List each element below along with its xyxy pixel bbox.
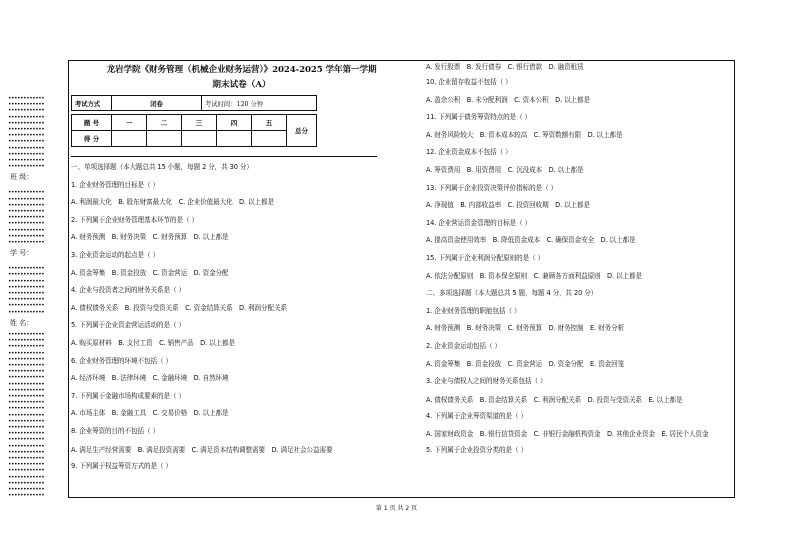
question-line: 2. 企业资金运动包括（ ） [426, 341, 502, 350]
question-number-label: 题 号 [72, 115, 112, 131]
exam-time: 考试时间：120 分钟 [202, 96, 317, 111]
exam-info-table [71, 95, 317, 111]
question-line: 10. 企业留存收益不包括（ ） [426, 78, 512, 86]
question-line: 一、单项选择题（本大题总共 15 小题，每题 2 分，共 30 分） [71, 163, 253, 171]
question-line: A. 盈余公积 B. 未分配利润 C. 资本公积 D. 以上都是 [426, 95, 591, 104]
student-id-label: 学 号： [10, 249, 34, 258]
question-line: A. 利润最大化 B. 股东财富最大化 C. 企业价值最大化 D. 以上都是 [71, 198, 275, 207]
binding-dots-bottom: •••••••••••• •••••••••••• •••••••••••• •••••••••••• •••••••••••• •••••••••••• •••••••••••• •••••••••••• •••••••••••• •••••••••••• •••••••••••• •••••••••••• •••••••••••• •••••••••••• •••••••••••• •••••••••••• •••••••••••• •••••••••••• •••••••••••• •••••••••••• •••••••••••• •••••••••••• •••••••••••• •••••••••••• •••••••••••• •••••••••••• •••••••••••• [8, 331, 45, 500]
question-line: 6. 企业财务管理的环境不包括（ ） [71, 356, 172, 365]
score-cell-5[interactable] [252, 131, 287, 147]
question-line: 7. 下列属于金融市场构成要素的是（ ） [71, 391, 185, 400]
question-line: A. 提高资金使用效率 B. 降低资金成本 C. 确保资金安全 D. 以上都是 [426, 236, 636, 245]
question-line: 4. 企业与投资者之间的财务关系是（ ） [71, 286, 185, 295]
question-line: 15. 下列属于企业利润分配原则的是（ ） [426, 253, 545, 262]
question-line: A. 筹资费用 B. 用资费用 C. 沉没成本 D. 以上都是 [426, 165, 584, 174]
question-line: A. 财务预测 B. 财务决策 C. 财务预算 D. 以上都是 [71, 233, 229, 242]
question-line: A. 购买原材料 B. 支付工资 C. 销售产品 D. 以上都是 [71, 338, 236, 347]
exam-title: 龙岩学院《财务管理（机械企业财务运营）》2024-2025 学年第一学期 [106, 65, 377, 75]
score-cell-2[interactable] [147, 131, 182, 147]
page-footer: 第 1 页 共 2 页 [375, 505, 418, 512]
score-col-1: 一 [112, 115, 147, 131]
question-line: A. 财务风险较大 B. 资本成本较高 C. 筹资数额有限 D. 以上都是 [426, 130, 623, 139]
question-line: 11. 下列属于债务筹资特点的是（ ） [426, 113, 532, 122]
question-line: 2. 下列属于企业财务管理基本环节的是（ ） [71, 215, 198, 224]
question-line: A. 资金筹集 B. 资金投放 C. 资金营运 D. 资金分配 E. 资金回笼 [426, 359, 625, 368]
question-line: 1. 企业财务管理的目标是（ ） [71, 180, 160, 189]
question-line: 3. 企业与债权人之间的财务关系包括（ ） [426, 377, 547, 386]
question-line: 5. 下列属于企业资金营运活动的是（ ） [71, 321, 185, 330]
question-line: 9. 下列属于权益筹资方式的是（ ） [71, 461, 172, 470]
question-line: A. 发行股票 B. 发行债券 C. 银行借款 D. 融资租赁 [426, 63, 584, 71]
question-line: 12. 企业资金成本不包括（ ） [426, 148, 512, 157]
score-table [71, 114, 317, 147]
question-line: A. 净现值 B. 内部收益率 C. 投资回收期 D. 以上都是 [426, 201, 591, 210]
score-cell-1[interactable] [112, 131, 147, 147]
left-column [69, 61, 414, 497]
score-label: 得 分 [72, 131, 112, 147]
question-line: 4. 下列属于企业筹资渠道的是（ ） [426, 411, 527, 420]
right-column [424, 61, 734, 497]
score-cell-4[interactable] [217, 131, 252, 147]
binding-dots-mid1: •••••••••••• •••••••••••• •••••••••••• •••••••••••• •••••••••••• •••••••••••• •••••••••••• •••••••••••• •••••••••••• [8, 190, 45, 247]
binding-dots-top: •••••••••••• •••••••••••• •••••••••••• •••••••••••• •••••••••••• •••••••••••• •••••••••••• •••••••••••• •••••••••••• •••••••••••• •••••••••••• •••••••••••• [8, 96, 45, 171]
exam-sheet [68, 60, 735, 498]
question-line: A. 市场主体 B. 金融工具 C. 交易价格 D. 以上都是 [71, 409, 229, 418]
score-col-4: 四 [217, 115, 252, 131]
left-questions [69, 159, 414, 475]
question-line: 二、多项选择题（本大题总共 5 题，每题 4 分，共 20 分） [426, 289, 598, 298]
binding-dots-mid2: •••••••••••• •••••••••••• •••••••••••• •••••••••••• •••••••••••• •••••••••••• •••••••••••• •••••••••••• [8, 266, 45, 316]
exam-method-value: 闭卷 [112, 96, 202, 111]
binding-margin [8, 96, 58, 516]
score-cell-3[interactable] [182, 131, 217, 147]
question-line: A. 债权债务关系 B. 投资与受资关系 C. 资金结算关系 D. 利润分配关系 [71, 303, 287, 312]
question-line: 1. 企业财务管理的职能包括（ ） [426, 306, 521, 315]
class-label: 班 级： [10, 173, 34, 182]
question-line: A. 财务预测 B. 财务决策 C. 财务预算 D. 财务控制 E. 财务分析 [426, 324, 625, 333]
question-line: 13. 下列属于企业投资决策评价指标的是（ ） [426, 183, 558, 192]
score-col-2: 二 [147, 115, 182, 131]
exam-method-label: 考试方式 [72, 96, 112, 111]
question-line: 8. 企业筹资的目的不包括（ ） [71, 426, 160, 435]
score-col-5: 五 [252, 115, 287, 131]
question-line: A. 国家财政资金 B. 银行信贷资金 C. 非银行金融机构资金 D. 其他企业资金 E. 居民个人资金 [426, 430, 709, 439]
question-line: 5. 下列属于企业投资分类的是（ ） [426, 446, 527, 455]
question-line: A. 满足生产经营需要 B. 满足投资需要 C. 满足资本结构调整需要 D. 满足社会公益需要 [71, 445, 333, 454]
header-divider [71, 156, 377, 157]
question-line: A. 债权债务关系 B. 资金结算关系 C. 利润分配关系 D. 投资与受资关系 E. 以上都是 [426, 395, 683, 404]
name-label: 姓 名： [10, 318, 34, 327]
question-line: A. 资金筹集 B. 资金投放 C. 资金营运 D. 资金分配 [71, 268, 229, 277]
score-col-3: 三 [182, 115, 217, 131]
exam-subtitle: 期末试卷（A） [212, 80, 271, 90]
question-line: 14. 企业营运资金管理的目标是（ ） [426, 218, 532, 227]
question-line: A. 经济环境 B. 法律环境 C. 金融环境 D. 自然环境 [71, 374, 229, 383]
question-line: 3. 企业资金运动的起点是（ ） [71, 250, 160, 259]
total-label: 总分 [287, 115, 317, 147]
question-line: A. 依法分配原则 B. 资本保全原则 C. 兼顾各方面利益原则 D. 以上都是 [426, 271, 642, 280]
